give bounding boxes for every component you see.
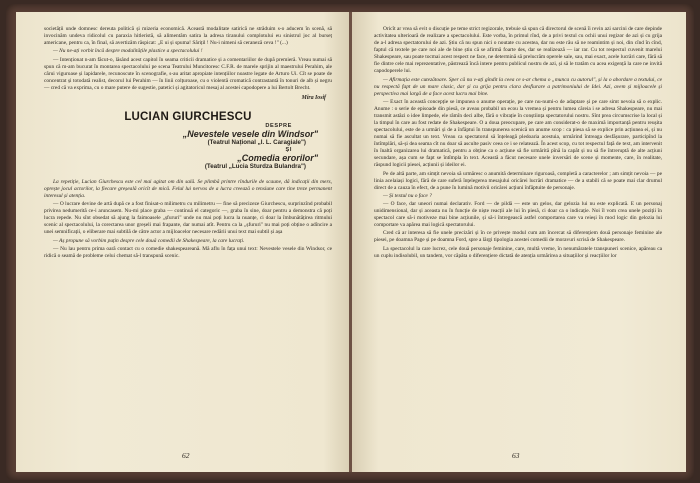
paragraph: — Nu lau pentru prima oară contact cu o comedie shakespeareană. Mă aflu în fața unui text: Nevestele vesele din Windsor, ce ridică o seamă de probleme celui chemat să-l transpună scenic.: [44, 245, 332, 259]
paragraph: Pe de altă parte, am simțit nevoia să urmăresc o anumită determinare riguroasă, completă a caracterelor ; am simțit nevoia — pe linia acelaiași logici, fără de care suferă înțelegerea mesajului oricărei lucrări dramatice — de a stabili că se poate mai clar drumul direct de a cauza în efect, de a pune în lumină motivii oricărei acțiuni înfăptuite de personaje.: [374, 170, 662, 191]
paragraph: Cred că ar interesa să fie unele precizări și în ce privește modul cum am încercat să diferențiem două personaje feminine ale piesei, pe doamna Page și pe doamna Ford, spre a lărgi tipologia acestei comedii de moravuri scrisă de Shakespeare.: [374, 230, 662, 244]
page-number: 62: [182, 451, 190, 460]
paragraph: — Intenționat n-am făcut-o, lăsând acest capitol în seama criticii dramatice și a comentariilor de după premieră. Vreau numai să spun că m-am bucurat în montarea spectacolului pe scena Teatrului Muncitoresc C.F.R. de marele sprijin al maestrului Perahim, ale cărui viguroase și lapidarele, recunoscute în scenografie, s-au aritat apropiate intențiilor noastre legate de Arturo Ui. Cît se poate de concentrat și totodată realist, decorul lui Perahim — în linii colțuroase, cu o violentă cromatică contrastantă în tonuri de alb și negru — cred că va exprima, cu o mare putere de sugestie, patetici și agitatoricul mesaj al acestei capodopere a lui Bertolt Brecht.: [44, 56, 332, 91]
article-header: [44, 111, 332, 171]
right-page: [352, 12, 686, 472]
despre-label: DESPRE: [265, 122, 292, 129]
paragraph: La spectacolul la care lucrez, cele două personaje feminine, care, multă vreme, în nenumăratele transpuneri scenice, apăreau ca un cuplu indisolubil, un tandem, vor căpăta o diferențiere dictată de atenția urmărirea a situațiilor și reacțiilor lor: [374, 245, 662, 259]
paragraph: societății unde domnesc dereuta politică și mizeria economică. Această modalitate satirică ne străduim s-o aducem în scenă, să invocinăm undeva ridicolul cu paraxia hitleristă, să alimentăm satira la adresa tiranului complotului eu sinistrul joc al burseț americane, pentru ca, în final, să avertizăm răspicat: „E ui și spuma! Sărițil ! Nu-i nimeni să ceraneză ceva !" (...): [44, 26, 332, 47]
author-name: LUCIAN GIURCHESCU: [124, 110, 252, 123]
si-label: ȘI: [285, 146, 292, 153]
left-column: [44, 26, 332, 261]
page-number: 63: [512, 451, 520, 460]
paragraph: — O face, dar uneori numai declarativ. Ford — de pildă — este un gelos, dar gelozia lui nu este explicată. E un personaj unidimensional, dar și aceasta nu în funcție de niște reacții ale lui în piesă, ci doar ca o indicație. Noi îl vom crea unele poziții în spectacol care să-i motiveze mai bine acțiunile, și să-i întregească astfel comportarea care va reieși în mod logic din gelozia lui comportare va apărea mai logică spectatorului.: [374, 201, 662, 229]
question: — Afirmația este cutezătoare. Sper că nu v-ați gîndit la ceea ce s-ar chema o „munca cu autorul", și la o abordare a textului, ce nu respectă fapt de un mare clasic, dar și cu grija pentru clara desfiurare a patrimoniului de Idei. Azi, avem și mijloacele și perspectiva mai largă de a face acest lucru mai bine.: [374, 76, 662, 97]
play-title-1: „Nevestele vesele din Windsor": [182, 128, 318, 139]
theatre-1: (Teatrul Național „I. L. Caragiale"): [207, 138, 306, 146]
intro-paragraph: La repetiție, Lucian Giurchescu este cel mai agitat om din sală. Se plimbă printre rîndurile de scaune, dă indicații din mers, oprește jocul actorilor, la fiecare greșeală oricît de mică. Felul lui nervos de a lucra creează o tensiune care tine treze permanent interesul și atenția.: [44, 178, 332, 199]
left-page: [16, 12, 350, 472]
paragraph: — O lucrare devine de artă după ce a fost finisat-o milimetru cu milimetru — fine să precizeze Giurchescu, surprinzînd probabil privirea nedumerită ce-i aruncasem. Nu-mi place graba — continuă el categoric —, graba în sine, doar pentru a demonstra că poți lucra repede. Nu sînt obsedat să ajung la faimoasele „șfururi" unde nu mai poți lucra la nuanțe, ci doar la îmbunătățirea ritmului scenic al spectacolului, la corectarea unor greșeli mai frapante, dar numai atît. Pentru ca la „șfururi" nu mai poți obține o adîncire a unei semnificații, o eliberare mai subtilă de către actor a mijloacelor necesare redării unui text mai subtil și așa: [44, 201, 332, 236]
question: — Aș propune să vorbim puțin despre cele două comedii de Shakespeare, la care lucrați.: [53, 237, 245, 244]
paragraph: — Exact în această concepție se impunea o anume operație, pe care nu-numi-o de adaptare și pe care simt nevoia să o explic. Anume : o serie de episoade din piesă, ce aveau probabil un ecou la vremea și pentru lumea căreia i se adresa Shakespeare, nu mai transmit astăzi o idee limpede, ele rămîn deci albe, fără o vibrație în conștiința spectatorului nostru. Sînt prea circumscrise la local și la timpul în care au fost redate de Shakespeare. O a doua preocupare, pe care am considerat-o de maximă importanță pentru reușita spectacolului, este de a urmări și de a înfăptui în transpunerea scenică un anume scop : ca piesa să se explice prin acțiunea ei, și nu numai să fie ascultat un text. Vreau ca spectatorul să înțeleagă pledoaria acestuia, urmărind întreaga desfășurare, participînd la întîmplări, să-și dea seama cît nu doar să asculte pasiv ceea ce i se relatează. În acest scop, cu tot respectul față de text, am intervenit în înaltă organizarea lui dramatică, pentru a obține ca o acțiune să fie urmărită pînă la capăt și nu să fie întreruptă de alte acțiuni secundare, așa cum se fapt se întîmpla în text. Această a făcut necesare unele inversări de scene și momente, care, în realitate, răspund logicii piesei, acțiunii și ideilor ei.: [374, 98, 662, 169]
question: — Și textul nu o face ?: [383, 192, 432, 199]
play-title-2: „Comedia erorilor": [237, 152, 318, 163]
right-column: [374, 26, 662, 261]
theatre-2: (Teatrul „Lucia Sturdza Bulandra"): [204, 162, 306, 170]
question: — Nu ne-ați vorbit încă despre modalitățile plastice a spectacolului !: [53, 48, 203, 55]
paragraph: Oricît ar vrea să evit o discuție pe teme strict regizorale, trebuie să spun că directorul de scenă îi revin azi sarcini de care depinde activitatea ulterioară de realizare a spectacolului. Este vorba, în primul rînd, de a privi textul cu ochii unui regizor de azi și cu grija de a-l adresa spectatorului de azi. Știu că nu spun nici o noutate cu acestea, dar nu este rău să ne reamintim și noi, din cînd în cînd, faptul că textele pe care noi ale de bine știu că se afirmă foarte des, dar se realizează — iar rar. Cu tot respectul cuvenit marelui Shakespeare, sau poate tocmai acest respect ne face, ne determină să prelucrăm operele sale, sau, mai exact, acele lucrări care, fără să fie dintre cele mai reprezentative, păstrează încă intere pentru publicul nostru de azi, și să le tratăm cu acea exigență la care ne invită capodoperele lui.: [374, 26, 662, 75]
signature: Mira Iosif: [301, 94, 326, 101]
